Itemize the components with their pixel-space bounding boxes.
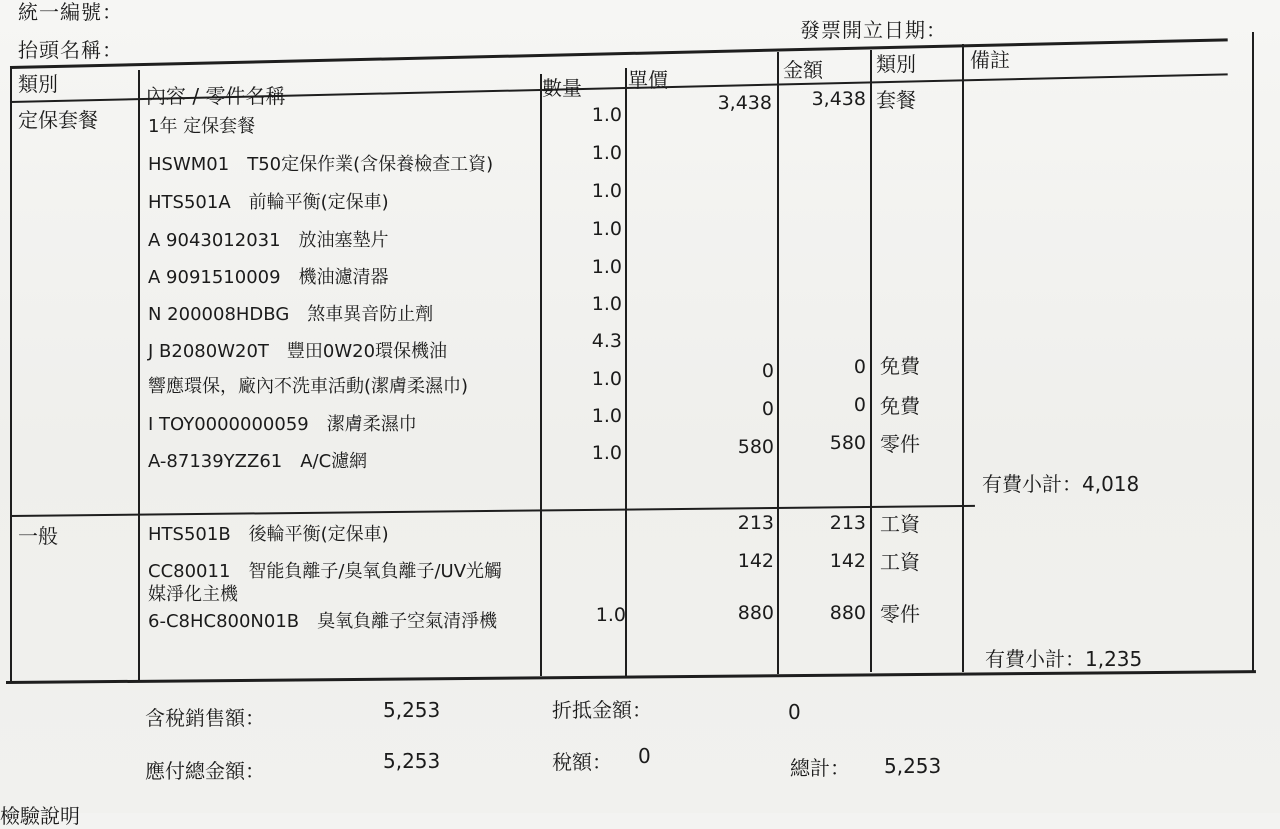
- title-name-label: 抬頭名稱：: [18, 38, 123, 62]
- row-type: 免費: [880, 354, 920, 378]
- col-border-4: [777, 52, 779, 674]
- col-header-unit-price: 單價: [628, 68, 668, 92]
- group-category: 一般: [18, 524, 58, 548]
- payable-value: 5,253: [383, 749, 441, 773]
- discount-label: 折抵金額：: [552, 698, 652, 722]
- group-subtotal: 有費小計：1,235: [985, 647, 1143, 671]
- row-content: N 200008HDBG 煞車異音防止劑: [148, 304, 434, 325]
- row-type: 零件: [880, 432, 920, 456]
- row-qty: 4.3: [591, 330, 622, 352]
- row-amount: 3,438: [811, 88, 866, 110]
- row-qty: 1.0: [591, 104, 622, 126]
- footer-partial-text: 檢驗說明: [0, 804, 80, 828]
- row-content: HTS501B 後輪平衡(定保車): [148, 524, 389, 545]
- row-type: 工資: [880, 512, 920, 536]
- col-border-3: [625, 68, 627, 676]
- row-content: I TOY0000000059 潔膚柔濕巾: [148, 414, 417, 435]
- sales-incl-tax-label: 含稅銷售額：: [145, 706, 265, 730]
- row-type: 免費: [880, 394, 920, 418]
- row-content-continued: 媒淨化主機: [148, 584, 238, 605]
- row-qty: 1.0: [591, 293, 622, 315]
- col-header-category: 類別: [18, 72, 58, 96]
- row-content: HSWM01 T50定保作業(含保養檢查工資): [148, 154, 494, 175]
- tax-value: 0: [638, 744, 651, 768]
- col-border-0: [10, 66, 12, 682]
- row-price: 142: [737, 550, 774, 572]
- sales-incl-tax-value: 5,253: [383, 698, 441, 722]
- total-label: 總計：: [790, 756, 850, 780]
- row-content: A-87139YZZ61 A/C濾網: [148, 451, 368, 472]
- row-qty: 1.0: [591, 256, 622, 278]
- row-type: 工資: [880, 550, 920, 574]
- row-price: 213: [737, 512, 774, 534]
- col-border-2: [540, 74, 542, 676]
- row-content: HTS501A 前輪平衡(定保車): [148, 192, 389, 213]
- total-value: 5,253: [884, 754, 942, 778]
- col-header-content: 內容 / 零件名稱: [146, 84, 286, 108]
- discount-value: 0: [788, 700, 801, 724]
- row-amount: 580: [829, 432, 866, 454]
- payable-label: 應付總金額：: [145, 759, 265, 783]
- row-content: 響應環保，廠內不洗車活動(潔膚柔濕巾): [148, 376, 469, 397]
- col-header-remarks: 備註: [970, 48, 1010, 72]
- row-qty: 1.0: [591, 405, 622, 427]
- row-price: 580: [737, 436, 774, 458]
- row-qty: 1.0: [591, 142, 622, 164]
- row-price: 3,438: [717, 92, 772, 114]
- row-content: 1年 定保套餐: [148, 116, 256, 137]
- row-type: 零件: [880, 602, 920, 626]
- col-header-amount: 金額: [783, 58, 823, 82]
- invoice-date-label: 發票開立日期：: [800, 18, 947, 42]
- col-border-7: [1252, 32, 1254, 672]
- group-category: 定保套餐: [18, 108, 98, 132]
- row-qty: 1.0: [591, 368, 622, 390]
- row-qty: 1.0: [591, 218, 622, 240]
- row-amount: 880: [829, 602, 866, 624]
- row-qty: 1.0: [591, 442, 622, 464]
- row-content: 6-C8HC800N01B 臭氧負離子空氣清淨機: [148, 611, 498, 632]
- tax-label: 稅額：: [552, 750, 612, 774]
- tax-id-label: 統一編號：: [18, 0, 123, 24]
- group-subtotal: 有費小計：4,018: [982, 472, 1140, 496]
- row-amount: 0: [853, 356, 866, 378]
- row-qty: 1.0: [591, 180, 622, 202]
- row-type: 套餐: [876, 88, 916, 112]
- col-header-quantity: 數量: [542, 76, 582, 100]
- row-amount: 0: [853, 394, 866, 416]
- row-price: 0: [761, 398, 774, 420]
- row-price: 0: [761, 360, 774, 382]
- row-amount: 213: [829, 512, 866, 534]
- row-content: J B2080W20T 豐田0W20環保機油: [148, 341, 448, 362]
- row-qty: 1.0: [595, 604, 626, 626]
- row-price: 880: [737, 602, 774, 624]
- table-top-border: [10, 38, 1228, 69]
- row-content: CC80011 智能負離子/臭氧負離子/UV光觸: [148, 561, 503, 582]
- col-border-6: [962, 44, 964, 672]
- col-border-5: [870, 50, 872, 672]
- row-content: A 9091510009 機油濾清器: [148, 267, 389, 288]
- table-bottom-border: [6, 670, 1256, 684]
- col-header-type: 類別: [876, 52, 916, 76]
- row-amount: 142: [829, 550, 866, 572]
- row-content: A 9043012031 放油塞墊片: [148, 230, 389, 251]
- col-border-1: [138, 70, 140, 680]
